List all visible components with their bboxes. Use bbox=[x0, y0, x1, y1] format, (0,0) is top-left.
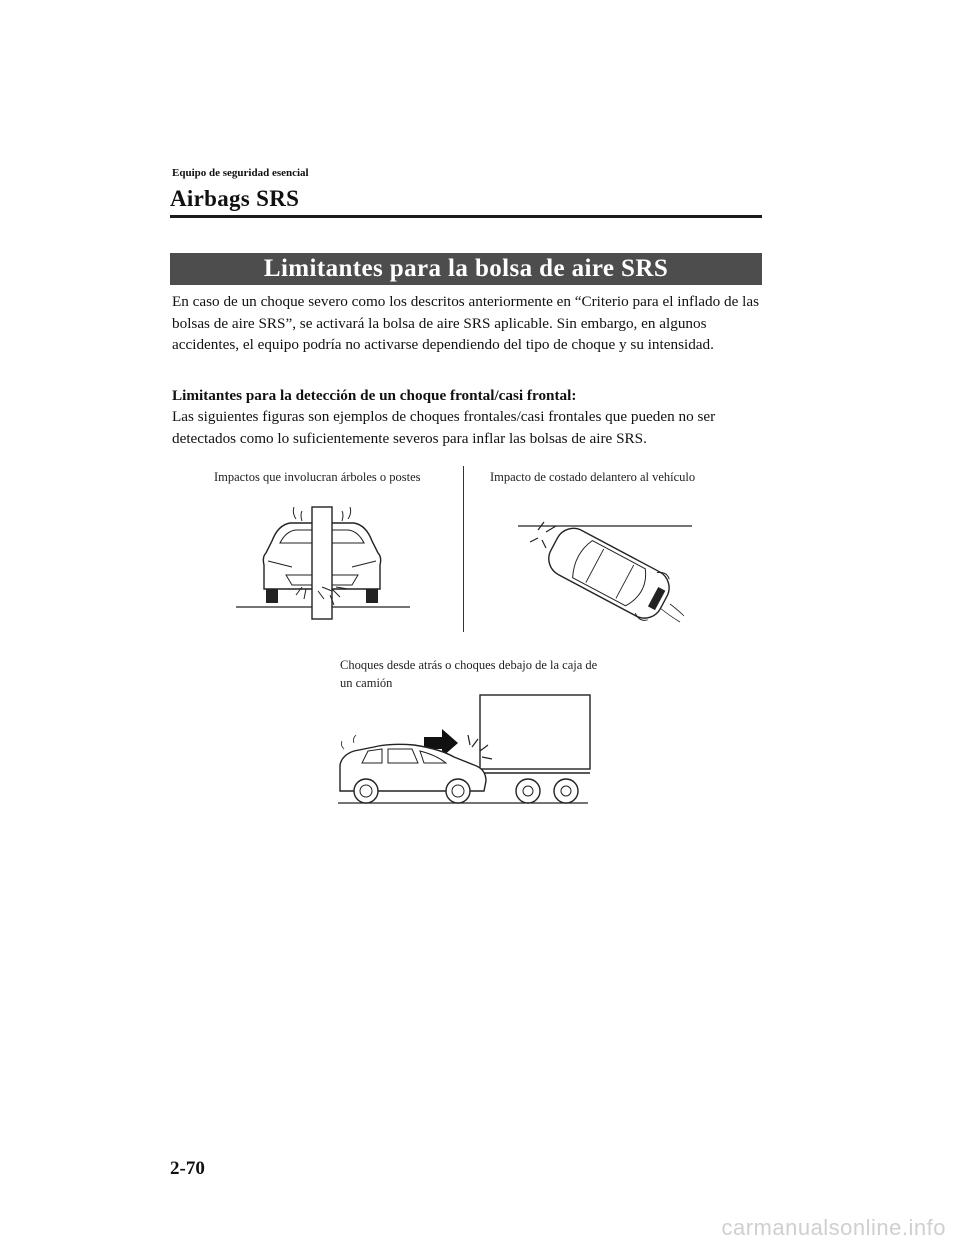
title-rule bbox=[170, 215, 762, 218]
intro-paragraph: En caso de un choque severo como los descritos anteriormente en “Criterio para el inflado de las bolsas de aire SRS”, se activará la bolsa de aire SRS aplicable. Sin embargo, en algunos accidentes, el equipo podría no activarse dependiendo del tipo de choque y su intensidad. bbox=[172, 293, 760, 353]
page-number: 2-70 bbox=[170, 1158, 205, 1179]
side-impact-caption: Impacto de costado delantero al vehículo bbox=[490, 470, 696, 484]
figure-divider bbox=[463, 466, 464, 632]
section-banner: Limitantes para la bolsa de aire SRS bbox=[170, 253, 762, 285]
examples-paragraph: Las siguientes figuras son ejemplos de choques frontales/casi frontales que pueden no ser detectados como lo suficientemente severos para inflar las bolsas de aire SRS. bbox=[172, 408, 716, 447]
watermark: carmanualsonline.info bbox=[721, 1215, 946, 1240]
car-side-front-impact-illustration bbox=[510, 512, 700, 630]
car-pole-impact-illustration bbox=[230, 505, 415, 620]
truck-underride-caption: Choques desde atrás o choques debajo de la caja de un camión bbox=[340, 658, 598, 690]
subheading: Limitantes para la detección de un choque frontal/casi frontal: bbox=[172, 387, 577, 404]
page-title: Airbags SRS bbox=[170, 186, 300, 211]
section-label: Equipo de seguridad esencial bbox=[172, 167, 309, 179]
car-truck-underride-illustration bbox=[334, 693, 592, 811]
pole-impact-caption: Impactos que involucran árboles o postes bbox=[214, 470, 421, 484]
